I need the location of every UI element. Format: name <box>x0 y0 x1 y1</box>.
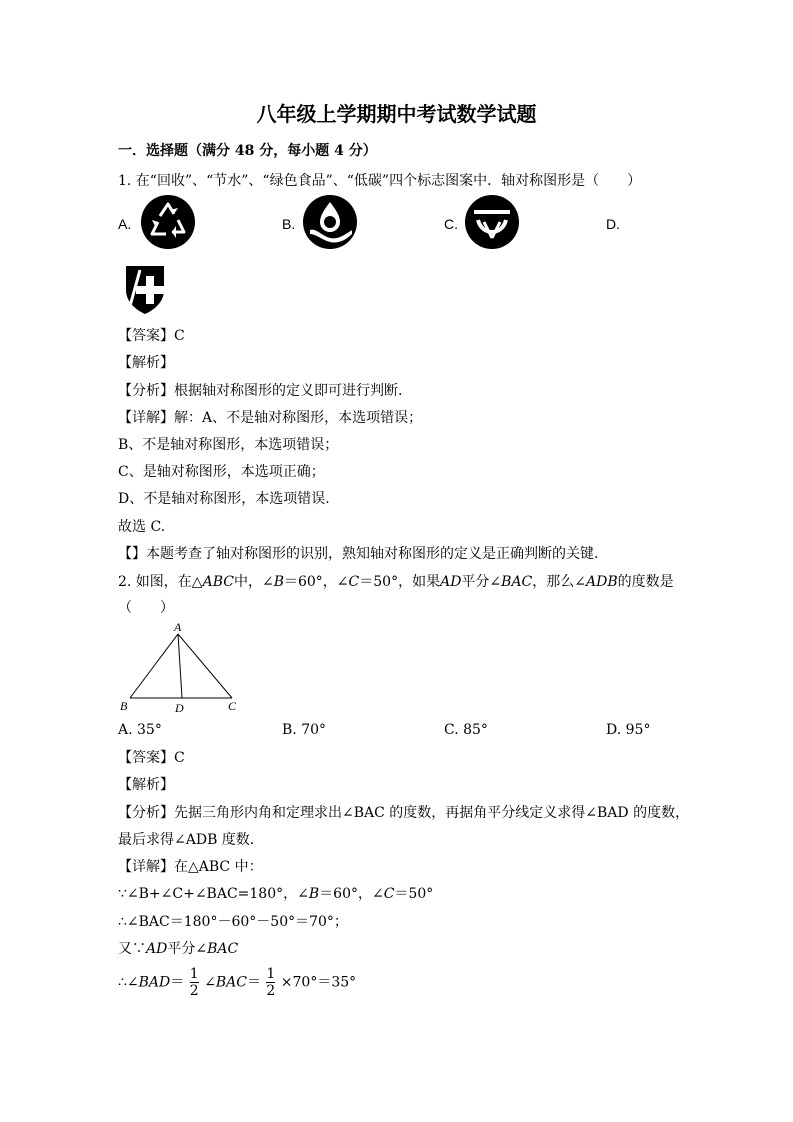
q1-analysis-label: 【解析】 <box>118 355 174 371</box>
q2-analysis-label: 【解析】 <box>118 777 174 793</box>
q1-detail-4: D、不是轴对称图形，本选项错误. <box>118 491 330 507</box>
q2-answer: 【答案】C <box>118 750 185 766</box>
q2-line-also: 又∵AD平分∠BAC <box>118 941 239 957</box>
q1-option-c-label: C. <box>444 216 458 232</box>
recycle-icon <box>140 194 196 250</box>
q1-choose: 故选 C. <box>118 519 166 535</box>
q2-fenxi-2: 最后求得∠ADB 度数． <box>118 832 264 848</box>
q2-line-therefore: ∴∠BAC＝180°－60°－50°＝70°； <box>118 914 348 930</box>
q2-option-c: C. 85° <box>444 722 488 738</box>
bisector-ad <box>178 634 182 698</box>
q2-answer-paren: （ ） <box>118 600 174 616</box>
vertex-label-c: C <box>228 699 237 713</box>
vertex-label-a: A <box>174 620 182 634</box>
triangle-side-ab <box>130 634 178 698</box>
q2-line-final: ∴∠BAD＝ $\frac{1}{2}$ ∠BAC＝ $\frac{1}{2}$ ×70°＝35° <box>118 966 357 999</box>
triangle-figure <box>116 620 246 716</box>
q1-detail-3: C、是轴对称图形，本选项正确； <box>118 464 325 480</box>
fraction-one-half: $\frac{1}{2}$ <box>189 966 199 999</box>
q1-option-d-label: D. <box>606 216 620 232</box>
triangle-side-ac <box>178 634 232 698</box>
q2-option-a: A. 35° <box>118 722 162 738</box>
q2-line-because: ∵∠B+∠C+∠BAC=180°，∠B＝60°，∠C＝50° <box>118 886 434 902</box>
question-1-stem: 1. 在“回收”、“节水”、“绿色食品”、“低碳”四个标志图案中．轴对称图形是（ ） <box>118 173 642 189</box>
green-food-icon <box>464 194 520 250</box>
q1-option-b-label: B. <box>282 216 296 232</box>
q2-option-b: B. 70° <box>282 722 327 738</box>
q2-fenxi-1: 【分析】先据三角形内角和定理求出∠BAC 的度数，再据角平分线定义求得∠BAD 的度数， <box>118 805 690 821</box>
q1-fenxi: 【分析】根据轴对称图形的定义即可进行判断. <box>118 383 403 399</box>
low-carbon-icon <box>118 262 172 316</box>
fraction-one-half-2: $\frac{1}{2}$ <box>266 966 276 999</box>
q1-note: 【】本题考查了轴对称图形的识别，熟知轴对称图形的定义是正确判断的关键. <box>118 546 599 562</box>
vertex-label-b: B <box>120 699 128 713</box>
question-2-stem: 2. 如图，在△ABC中，∠B＝60°，∠C＝50°，如果AD平分∠BAC，那么∠ADB的度数是 <box>118 574 674 590</box>
section-heading: 一．选择题（满分 48 分，每小题 4 分） <box>118 143 377 159</box>
water-saving-icon <box>302 194 358 250</box>
q1-option-a-label: A. <box>118 216 132 232</box>
q1-detail-1: 【详解】解：A、不是轴对称图形，本选项错误； <box>118 410 423 426</box>
q1-answer: 【答案】C <box>118 328 185 344</box>
q2-detail-head: 【详解】在△ABC 中： <box>118 859 263 875</box>
q2-option-d: D. 95° <box>606 722 651 738</box>
page-title: 八年级上学期期中考试数学试题 <box>256 102 537 126</box>
vertex-label-d: D <box>175 701 184 715</box>
q1-detail-2: B、不是轴对称图形，本选项错误； <box>118 437 339 453</box>
